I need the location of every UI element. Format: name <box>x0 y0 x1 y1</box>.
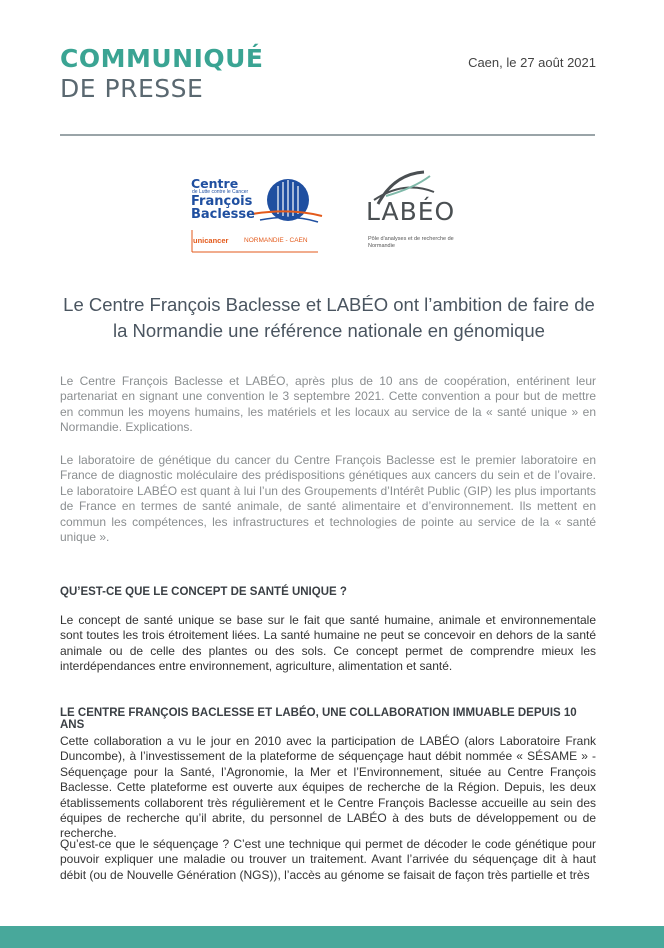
title-line-communique: COMMUNIQUÉ <box>60 44 264 73</box>
intro-paragraph-1: Le Centre François Baclesse et LABÉO, après plus de 10 ans de coopération, entérinent leur partenariat en signant une convention le 3 septembre 2021. Cette convention a pour but de mettre en commun les moyens humains, les matériels et les locaux au service de la « santé unique » en Normandie. Explications. <box>60 374 596 435</box>
headline: Le Centre François Baclesse et LABÉO ont l’ambition de faire de la Normandie une référence nationale en génomique <box>63 294 595 341</box>
title-line-de-presse: DE PRESSE <box>60 74 204 103</box>
section-body-collaboration: Cette collaboration a vu le jour en 2010 avec la participation de LABÉO (alors Laboratoire Frank Duncombe), à l’investissement de la plateforme de séquençage haut débit nommée « SÉSAME » - Séquençage pour la Santé, l’Agronomie, la Mer et l’Environnement, située au Centre François Baclesse. Cette plateforme est ouverte aux équipes de recherche de la Région. Depuis, les deux établissements collaborent très régulièrement et le Centre François Baclesse accueille au sein des équipes de recherche qu’il abrite, du personnel de LABÉO à des buts de développement ou de recherche. <box>60 734 596 841</box>
footer-bar <box>0 926 664 948</box>
labeo-wordmark: LABÉO <box>366 197 456 226</box>
intro-paragraph-2: Le laboratoire de génétique du cancer du Centre François Baclesse est le premier laboratoire en France de diagnostic moléculaire des prédispositions génétiques aux cancers du sein et de l’ovaire. Le laboratoire LABÉO est quant à lui l’un des Groupements d’Intérêt Public (GIP) les plus importants de France en termes de santé animale, de santé alimentaire et d’environnement. Ils mettent en commun les compétences, les infrastructures et technologies de pointe au service de la « santé unique ». <box>60 453 596 545</box>
section-body-sequencage: Qu’est-ce que le séquençage ? C’est une technique qui permet de décoder le code génétique pour pouvoir expliquer une maladie ou trouver un traitement. Avant l’arrivée du séquençage dit à haut débit (ou de Nouvelle Génération (NGS)), l’accès au génome se faisait de façon très partielle et très <box>60 837 596 882</box>
baclesse-francois-label: François <box>191 194 253 209</box>
baclesse-centre-label: Centre <box>191 176 239 191</box>
labeo-subtitle: Pôle d'analyses et de recherche de Normandie <box>368 236 454 249</box>
section-title-sante-unique: QU’EST-CE QUE LE CONCEPT DE SANTÉ UNIQUE ? <box>60 586 347 598</box>
section-body-sante-unique: Le concept de santé unique se base sur le fait que santé humaine, animale et environnementale sont toutes les trois étroitement liées. La santé humaine ne peut se concevoir en dehors de la santé animale ou de celle des plantes ou des sols. Ce concept permet de comprendre mieux les interdépendances entre environnement, agriculture, alimentation et santé. <box>60 613 596 674</box>
baclesse-lutte-label: de Lutte contre le Cancer <box>192 189 249 195</box>
release-date: Caen, le 27 août 2021 <box>468 55 596 70</box>
press-release-title <box>60 44 264 104</box>
baclesse-name-label: Baclesse <box>191 207 255 222</box>
unicancer-label: unicancer <box>193 236 229 245</box>
section-title-collaboration: LE CENTRE FRANÇOIS BACLESSE ET LABÉO, UNE COLLABORATION IMMUABLE DEPUIS 10 ANS <box>60 707 577 731</box>
header-divider <box>60 134 595 136</box>
normandie-caen-label: NORMANDIE - CAEN <box>244 237 308 244</box>
